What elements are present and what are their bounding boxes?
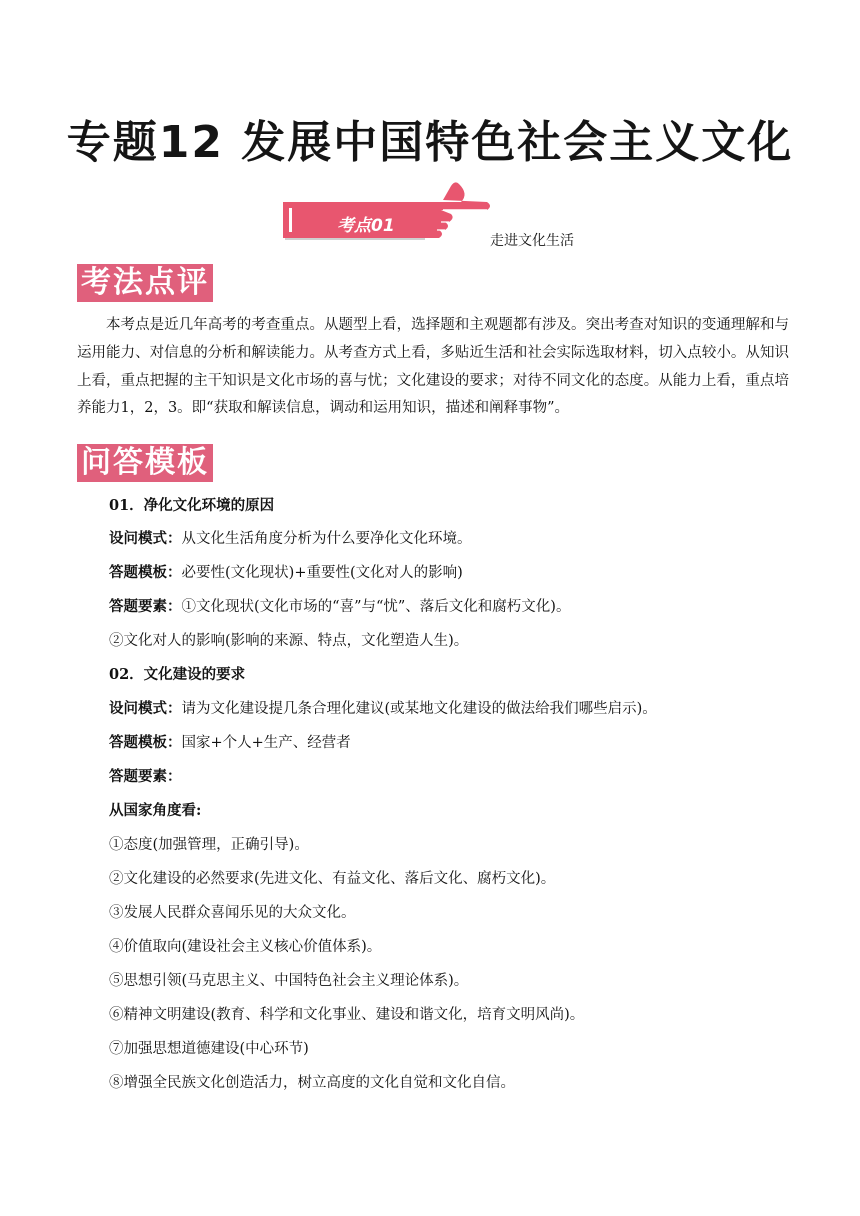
q1-elements	[109, 595, 570, 616]
q1-mode	[109, 527, 472, 548]
q1-mode-label: 设问模式：	[109, 530, 182, 547]
q2-mode	[109, 697, 657, 718]
q2-heading: 02．文化建设的要求	[109, 666, 246, 683]
list-item: ④价值取向(建设社会主义核心价值体系)。	[109, 939, 382, 955]
list-item: ⑥精神文明建设(教育、科学和文化事业、建设和谐文化，培育文明风尚)。	[109, 1007, 585, 1023]
badge-label: 考点01	[337, 216, 395, 236]
q1-template-label: 答题模板：	[109, 564, 182, 581]
list-item: ①态度(加强管理，正确引导)。	[109, 837, 309, 853]
section-wenda-muban: 问答模板	[77, 444, 213, 482]
intro-paragraph: 本考点是近几年高考的考查重点。从题型上看，选择题和主观题都有涉及。突出考查对知识的变通理解和与运用能力、对信息的分析和解读能力。从考查方式上看，多贴近生活和社会实际选取材料，切入点较小。从知识上看，重点把握的主干知识是文化市场的喜与忧；文化建设的要求；对待不同文化的态度。从能力上看，重点培养能力1，2，3。即“获取和解读信息，调动和运用知识，描述和阐释事物”。	[77, 317, 789, 417]
q2-template	[109, 731, 351, 752]
kaodian-badge	[283, 180, 493, 246]
q1-template-text: 必要性(文化现状)+重要性(文化对人的影响)	[181, 565, 463, 581]
q2-mode-label: 设问模式：	[109, 700, 182, 717]
q1-heading: 01．净化文化环境的原因	[109, 497, 275, 514]
q2-state-label: 从国家角度看:	[109, 802, 202, 819]
q1-elements-text: ①文化现状(文化市场的“喜”与“忧”、落后文化和腐朽文化)。	[181, 599, 571, 615]
q1-mode-text: 从文化生活角度分析为什么要净化文化环境。	[181, 531, 472, 547]
topic-title: 走进文化生活	[490, 233, 574, 249]
list-item: ③发展人民群众喜闻乐见的大众文化。	[109, 905, 356, 921]
q1-template	[109, 561, 463, 582]
list-item: ⑦加强思想道德建设(中心环节)	[109, 1041, 309, 1057]
list-item: ⑤思想引领(马克思主义、中国特色社会主义理论体系)。	[109, 973, 469, 989]
q2-mode-text: 请为文化建设提几条合理化建议(或某地文化建设的做法给我们哪些启示)。	[181, 701, 657, 717]
list-item: ⑧增强全民族文化创造活力，树立高度的文化自觉和文化自信。	[109, 1075, 515, 1091]
section-kaofa-dianping: 考法点评	[77, 264, 213, 302]
q2-template-text: 国家+个人+生产、经营者	[181, 735, 351, 751]
list-item: ②文化建设的必然要求(先进文化、有益文化、落后文化、腐朽文化)。	[109, 871, 556, 887]
q2-template-label: 答题模板：	[109, 734, 182, 751]
q1-elements-line2: ②文化对人的影响(影响的来源、特点，文化塑造人生)。	[109, 633, 469, 649]
search-icon	[283, 180, 301, 198]
q2-elements-label: 答题要素：	[109, 768, 182, 785]
q1-elements-label: 答题要素：	[109, 598, 182, 615]
page-title: 专题12 发展中国特色社会主义文化	[66, 117, 794, 168]
